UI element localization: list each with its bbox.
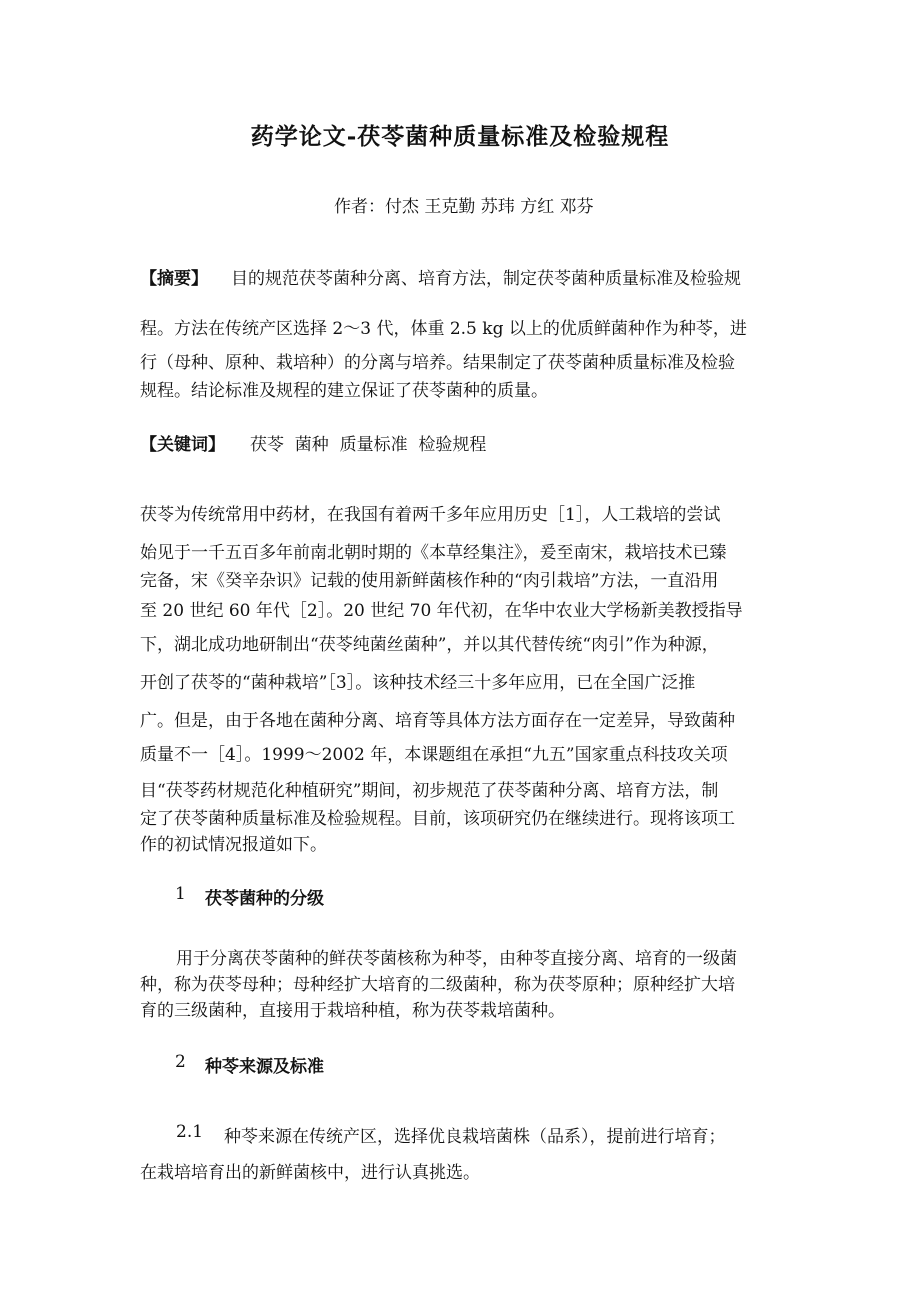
keywords-label: 【关键词】 [140,435,225,455]
paragraph-line: 开创了茯苓的“菌种栽培”［3］。该种技术经三十多年应用，已在全国广泛推 [140,673,696,693]
section-heading: 种苓来源及标准 [205,1057,324,1077]
authors: 作者：付杰 王克勤 苏玮 方红 邓芬 [334,197,594,217]
paragraph-line: 质量不一［4］。1999～2002 年，本课题组在承担“九五”国家重点科技攻关项 [140,745,728,765]
abstract-line: 行（母种、原种、栽培种）的分离与培养。结果制定了茯苓菌种质量标准及检验 [140,353,735,373]
paragraph-line: 下，湖北成功地研制出“茯苓纯菌丝菌种”，并以其代替传统“肉引”作为种源， [140,635,719,655]
paragraph-line: 始见于一千五百多年前南北朝时期的《本草经集注》，爰至南宋，栽培技术已臻 [140,543,727,563]
abstract-line: 程。方法在传统产区选择 2～3 代，体重 2.5 kg 以上的优质鲜菌种作为种苓，进 [140,319,747,339]
page-title: 药学论文-茯苓菌种质量标准及检验规程 [250,123,670,150]
paragraph-line: 完备，宋《癸辛杂识》记载的使用新鲜菌核作种的“肉引栽培”方法，一直沿用 [140,571,719,591]
section-number: 2 [175,1052,186,1072]
paragraph-line: 至 20 世纪 60 年代［2］。20 世纪 70 年代初，在华中农业大学杨新美教授指导 [140,601,743,621]
paragraph-line: 育的三级菌种，直接用于栽培种植，称为茯苓栽培菌种。 [140,1001,565,1021]
paragraph-line: 茯苓为传统常用中药材，在我国有着两千多年应用历史［1］，人工栽培的尝试 [140,505,721,525]
paragraph-line: 定了茯苓菌种质量标准及检验规程。目前，该项研究仍在继续进行。现将该项工 [140,809,735,829]
paragraph-line: 用于分离茯苓菌种的鲜茯苓菌核称为种苓，由种苓直接分离、培育的一级菌 [176,949,737,969]
section-heading: 茯苓菌种的分级 [205,889,324,909]
section-number: 1 [175,884,186,904]
paragraph-line: 种，称为茯苓母种；母种经扩大培育的二级菌种，称为茯苓原种；原种经扩大培 [140,975,735,995]
paragraph-line: 广。但是，由于各地在菌种分离、培育等具体方法方面存在一定差异，导致菌种 [140,711,735,731]
paragraph-line: 作的初试情况报道如下。 [140,835,327,855]
abstract-line: 规程。结论标准及规程的建立保证了茯苓菌种的质量。 [140,381,548,401]
subsection-number: 2.1 [176,1122,204,1142]
abstract-line: 目的规范茯苓菌种分离、培育方法，制定茯苓菌种质量标准及检验规 [231,269,741,289]
abstract-label: 【摘要】 [140,269,208,289]
keywords-text: 茯苓 菌种 质量标准 检验规程 [250,435,487,455]
paragraph-line: 种苓来源在传统产区，选择优良栽培菌株（品系），提前进行培育； [224,1127,726,1147]
paragraph-line: 目“茯苓药材规范化种植研究”期间，初步规范了茯苓菌种分离、培育方法，制 [140,781,719,801]
paragraph-line: 在栽培培育出的新鲜菌核中，进行认真挑选。 [140,1163,480,1183]
